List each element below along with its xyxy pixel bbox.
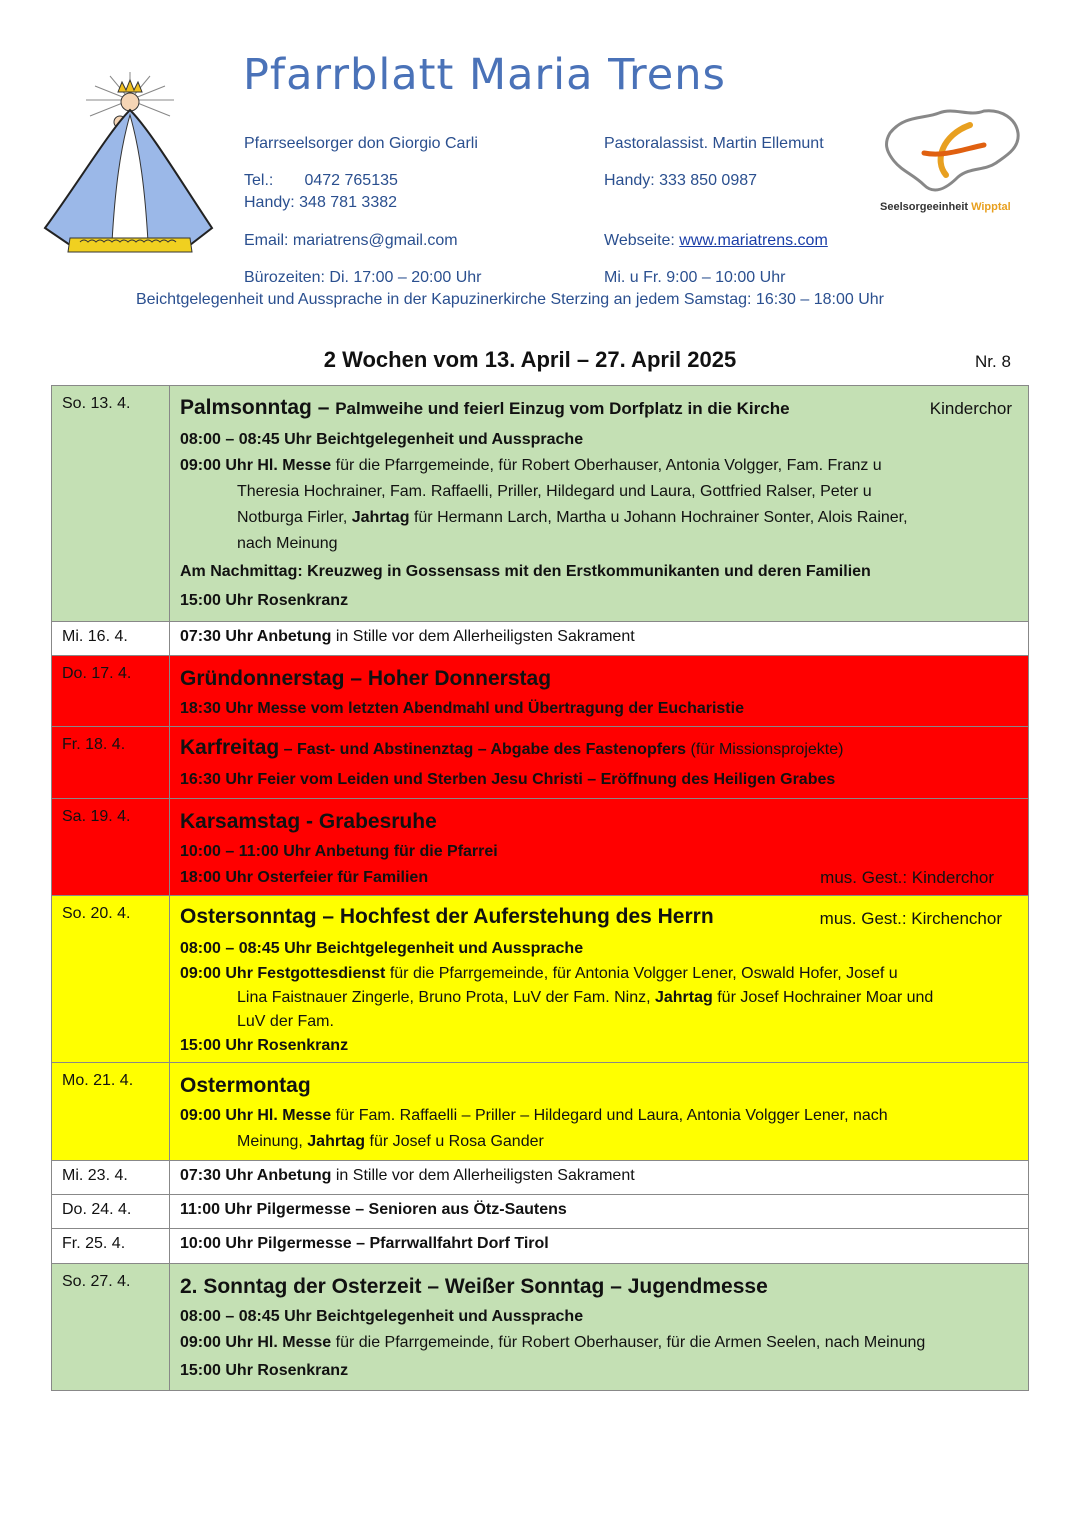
office-hours-2: Mi. u Fr. 9:00 – 10:00 Uhr [604,269,786,286]
row-line-text: für Josef u Rosa Gander [365,1133,544,1150]
row-line-text: in Stille vor dem Allerheiligsten Sakrament [331,628,635,645]
table-row [52,1195,1029,1229]
row-line: 10:00 – 11:00 Uhr Anbetung für die Pfarrei [180,843,498,860]
table-row [52,1063,1029,1161]
row-date: Sa. 19. 4. [52,799,170,896]
row-line: Theresia Hochrainer, Fam. Raffaelli, Priller, Hildegard und Laura, Gottfried Ralser, Peter u [237,483,872,500]
row-line-text: für Fam. Raffaelli – Priller – Hildegard und Laura, Antonia Volgger Lener, nach [331,1107,888,1124]
row-line [180,1103,1020,1129]
row-date: Mi. 23. 4. [52,1161,170,1195]
row-line-bold: Jahrtag [351,509,410,526]
row-line [180,505,1020,531]
phone-number: Tel.: 0472 765135 [244,172,398,189]
table-row [52,622,1029,656]
madonna-illustration [40,70,220,265]
row-line: LuV der Fam. [237,1013,334,1030]
website-link[interactable]: www.mariatrens.com [679,232,828,249]
row-title-line [180,902,1020,936]
row-line: 08:00 – 08:45 Uhr Beichtgelegenheit und Aussprache [180,1308,584,1325]
assistant-name: Pastoralassist. Martin Ellemunt [604,135,824,152]
row-line: 08:00 – 08:45 Uhr Beichtgelegenheit und Aussprache [180,940,584,957]
issue-number: Nr. 8 [975,352,1011,371]
schedule-table [51,385,1029,1391]
newsletter-title: Pfarrblatt Maria Trens [243,50,726,100]
row-line-bold: 07:30 Uhr Anbetung [180,1167,332,1184]
logo-caption-accent: Wipptal [971,201,1011,213]
row-title-line [180,733,1020,767]
row-date: Fr. 25. 4. [52,1229,170,1264]
logo-caption-main: Seelsorgeeinheit [880,201,972,213]
row-line-bold: Jahrtag [307,1133,366,1150]
row-line-bold: Jahrtag [654,989,713,1006]
row-title: Karsamstag - Grabesruhe [180,810,437,833]
row-title: Palmsonntag – [180,396,336,419]
row-side-note: mus. Gest.: Kirchenchor [819,909,1002,928]
row-title: Karfreitag [180,736,280,759]
row-line-text: für die Pfarrgemeinde, für Robert Oberhauser, Antonia Volgger, Fam. Franz u [331,457,882,474]
row-date: So. 13. 4. [52,386,170,622]
logo-caption [880,201,1011,213]
table-row [52,386,1029,622]
row-date: So. 20. 4. [52,896,170,1063]
row-title: Ostermontag [180,1074,311,1097]
row-line-text: für die Pfarrgemeinde, für Robert Oberhauser, für die Armen Seelen, nach Meinung [331,1334,926,1351]
confession-info: Beichtgelegenheit und Aussprache in der Kapuzinerkirche Sterzing an jedem Samstag: 16:30 – 18:00 Uhr [135,291,885,308]
row-subtitle: Palmweihe und feierl Einzug vom Dorfplatz in die Kirche [335,399,790,418]
row-date: So. 27. 4. [52,1264,170,1391]
table-row [52,727,1029,799]
schedule-heading: 2 Wochen vom 13. April – 27. April 2025 [323,347,737,372]
website [604,232,828,250]
row-date: Mo. 21. 4. [52,1063,170,1161]
row-line-text: Lina Faistnauer Zingerle, Bruno Prota, LuV der Fam. Ninz, [237,989,655,1006]
row-line-text: Meinung, [237,1133,308,1150]
row-side-note: mus. Gest.: Kinderchor [820,868,994,887]
row-date: Fr. 18. 4. [52,727,170,799]
row-date: Do. 24. 4. [52,1195,170,1229]
row-line [180,1129,1020,1155]
mobile-number-assistant: Handy: 333 850 0987 [604,172,758,189]
office-hours-1: Bürozeiten: Di. 17:00 – 20:00 Uhr [244,269,482,286]
website-label: Webseite: [604,232,680,249]
row-line: nach Meinung [237,535,338,552]
row-line-text: für Hermann Larch, Martha u Johann Hochrainer Sonter, Alois Rainer, [409,509,908,526]
row-line: 18:30 Uhr Messe vom letzten Abendmahl und Übertragung der Eucharistie [180,700,744,717]
row-line-bold: 09:00 Uhr Hl. Messe [180,457,332,474]
table-row [52,896,1029,1063]
row-line-bold: 07:30 Uhr Anbetung [180,628,332,645]
pastor-name: Pfarrseelsorger don Giorgio Carli [244,135,478,152]
row-title: 2. Sonntag der Osterzeit – Weißer Sonntag – Jugendmesse [180,1275,768,1298]
mobile-number-pastor: Handy: 348 781 3382 [244,194,398,211]
row-line: Am Nachmittag: Kreuzweg in Gossensass mit den Erstkommunikanten und deren Familien [180,563,871,580]
row-line: 08:00 – 08:45 Uhr Beichtgelegenheit und Aussprache [180,431,584,448]
row-content [170,386,1029,622]
row-line-text: in Stille vor dem Allerheiligsten Sakrament [331,1167,635,1184]
row-line [180,986,1020,1010]
row-line-bold: 10:00 Uhr Pilgermesse – Pfarrwallfahrt Dorf Tirol [170,1229,1029,1264]
row-subtitle: – Fast- und Abstinenztag – Abgabe des Fastenopfers [279,741,687,758]
row-line-bold: 09:00 Uhr Hl. Messe [180,1107,332,1124]
row-line [180,1330,1020,1356]
table-row [52,1264,1029,1391]
row-title-line [180,392,1020,427]
row-line: 15:00 Uhr Rosenkranz [180,1037,349,1054]
row-line: 15:00 Uhr Rosenkranz [180,592,349,609]
row-title: Ostersonntag – Hochfest der Auferstehung des Herrn [180,905,714,928]
row-title: Gründonnerstag – Hoher Donnerstag [180,667,552,690]
row-line-bold: 09:00 Uhr Hl. Messe [180,1334,332,1351]
table-row [52,799,1029,896]
table-row [52,1161,1029,1195]
row-line-text: Notburga Firler, [237,509,352,526]
row-date: Mi. 16. 4. [52,622,170,656]
email-address: Email: mariatrens@gmail.com [244,232,458,249]
table-row [52,1229,1029,1264]
row-line: 16:30 Uhr Feier vom Leiden und Sterben Jesu Christi – Eröffnung des Heiligen Grabes [180,771,836,788]
row-side-note: (für Missionsprojekte) [686,741,844,758]
row-date: Do. 17. 4. [52,656,170,727]
seelsorgeeinheit-logo [884,105,1024,200]
row-line-bold: 11:00 Uhr Pilgermesse – Senioren aus Ötz-Sautens [170,1195,1029,1229]
row-line-bold: 18:00 Uhr Osterfeier für Familien [180,869,429,886]
row-line: 15:00 Uhr Rosenkranz [180,1362,349,1379]
row-line [180,453,1020,479]
row-line-bold: 09:00 Uhr Festgottesdienst [180,965,386,982]
row-line [180,962,1020,986]
row-line [180,865,1020,891]
row-side-note: Kinderchor [929,399,1012,418]
row-line-text: für Josef Hochrainer Moar und [712,989,934,1006]
table-row [52,656,1029,727]
row-line-text: für die Pfarrgemeinde, für Antonia Volgger Lener, Oswald Hofer, Josef u [385,965,898,982]
